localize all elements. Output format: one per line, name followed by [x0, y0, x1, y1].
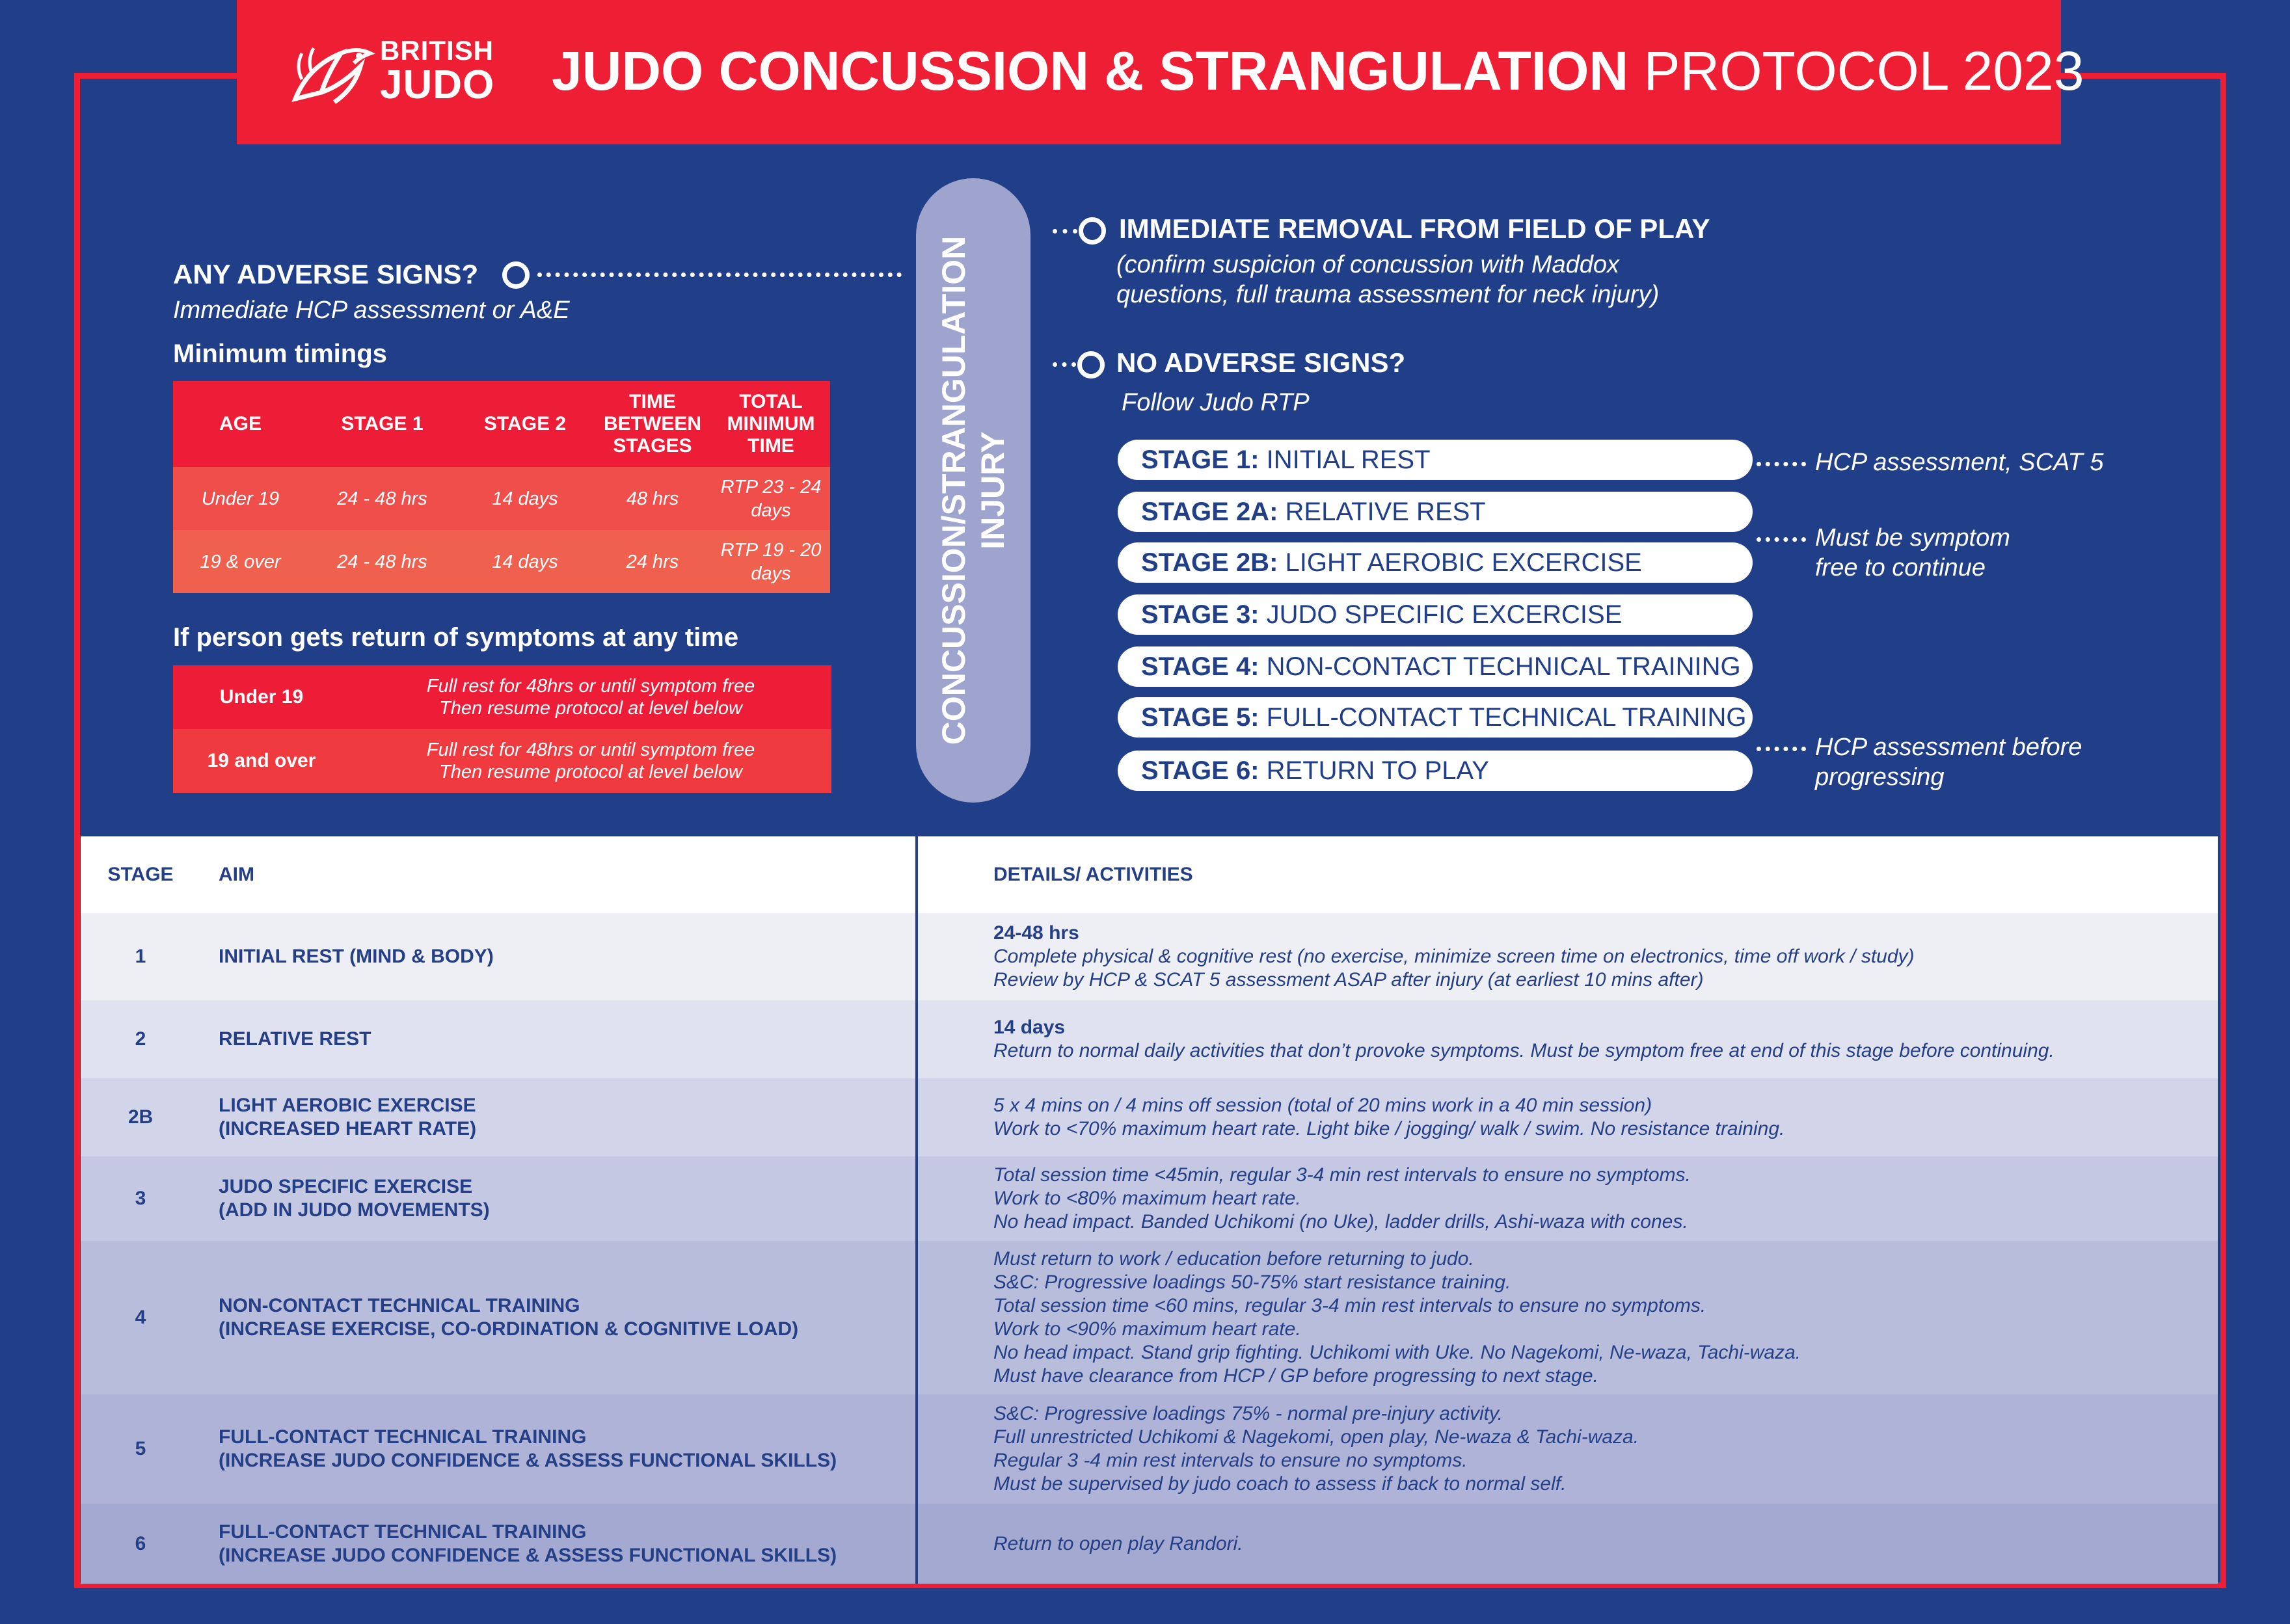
pill-line1: CONCUSSION/STRANGULATION — [936, 235, 972, 745]
stage-number: 2 — [135, 1028, 146, 1050]
table-row — [173, 530, 830, 593]
cell-line: Full rest for 48hrs or until symptom free — [426, 676, 755, 697]
stage-aim — [219, 1078, 986, 1156]
aim-line: (INCREASED HEART RATE) — [219, 1118, 477, 1139]
note3-line2: progressing — [1815, 764, 1945, 791]
table-row — [81, 1241, 2218, 1394]
detail-lines — [993, 1532, 1243, 1556]
stages-detail-table — [81, 836, 2218, 1584]
stage-pill-2a — [1118, 492, 1753, 532]
minimum-timings-table — [173, 381, 830, 593]
cell-line: Full rest for 48hrs or until symptom free — [426, 739, 755, 760]
note2-line1: Must be symptom — [1815, 524, 2010, 552]
no-adverse-connector — [1053, 362, 1076, 367]
aim-line: FULL-CONTACT TECHNICAL TRAINING — [219, 1521, 587, 1543]
stage-pill-6 — [1118, 751, 1753, 791]
detail-line: Full unrestricted Uchikomi & Nagekomi, open play, Ne-waza & Tachi-waza. — [993, 1426, 1639, 1448]
cell: 24 - 48 hrs — [308, 467, 457, 530]
th-stage2: STAGE 2 — [457, 381, 593, 467]
page-title — [552, 35, 2084, 107]
table-row — [81, 1504, 2218, 1584]
stage-aim — [219, 1504, 986, 1584]
detail-line: Complete physical & cognitive rest (no exercise, minimize screen time on electronics, time off work / study) — [993, 946, 1915, 967]
note3-connector — [1757, 747, 1806, 751]
cell: 24 - 48 hrs — [308, 530, 457, 593]
th-details: DETAILS/ ACTIVITIES — [993, 864, 1193, 885]
detail-line: Must be supervised by judo coach to assess if back to normal self. — [993, 1473, 1567, 1495]
note3-line1: HCP assessment before — [1815, 734, 2082, 761]
stage-number: 1 — [135, 946, 146, 967]
stage-name: JUDO SPECIFIC EXCERCISE — [1266, 600, 1623, 629]
detail-line: Return to normal daily activities that don’t provoke symptoms. Must be symptom free at end of this stage before continuing. — [993, 1040, 2054, 1061]
stage-pill-3 — [1118, 594, 1753, 635]
return-symptoms-table — [173, 665, 831, 793]
stage-number: 4 — [135, 1307, 146, 1328]
injury-pill-label — [934, 236, 1012, 745]
stage-aim — [219, 1156, 986, 1241]
aim-line: (ADD IN JUDO MOVEMENTS) — [219, 1199, 490, 1221]
logo-text — [380, 36, 494, 105]
table-row — [81, 1078, 2218, 1156]
removal-connector — [1053, 229, 1077, 233]
adverse-connector — [537, 273, 902, 277]
symptoms-heading: If person gets return of symptoms at any time — [173, 623, 739, 652]
note2 — [1815, 523, 2010, 583]
note3 — [1815, 732, 2082, 792]
stage-name: RELATIVE REST — [1285, 498, 1486, 526]
stage-name: NON-CONTACT TECHNICAL TRAINING — [1266, 652, 1741, 681]
detail-line: Work to <80% maximum heart rate. — [993, 1188, 1301, 1209]
th-total: TOTAL MINIMUM TIME — [712, 381, 830, 467]
aim-line: (INCREASE JUDO CONFIDENCE & ASSESS FUNCTIONAL SKILLS) — [219, 1544, 837, 1566]
cell: 48 hrs — [593, 467, 712, 530]
detail-line: Total session time <45min, regular 3-4 min rest intervals to ensure no symptoms. — [993, 1164, 1691, 1186]
cell: 24 hrs — [593, 530, 712, 593]
aim-line: FULL-CONTACT TECHNICAL TRAINING — [219, 1426, 587, 1448]
stage-pill-5 — [1118, 697, 1753, 738]
stage-number: 5 — [135, 1438, 146, 1459]
detail-line: Work to <90% maximum heart rate. — [993, 1318, 1301, 1340]
note1-connector — [1757, 462, 1806, 466]
no-adverse-sub: Follow Judo RTP — [1122, 389, 1310, 416]
stage-code: STAGE 2B: — [1141, 548, 1278, 577]
stage-pill-1 — [1118, 440, 1753, 480]
cell: 14 days — [457, 530, 593, 593]
cell — [350, 665, 831, 729]
stage-name: FULL-CONTACT TECHNICAL TRAINING — [1266, 703, 1747, 732]
table-row — [81, 913, 2218, 1000]
aim-line: (INCREASE JUDO CONFIDENCE & ASSESS FUNCTIONAL SKILLS) — [219, 1450, 837, 1471]
logo-line-judo: JUDO — [380, 62, 495, 107]
title-bold: JUDO CONCUSSION & STRANGULATION — [552, 40, 1629, 101]
removal-line2: questions, full trauma assessment for neck injury) — [1116, 281, 1660, 308]
detail-line: Must have clearance from HCP / GP before progressing to next stage. — [993, 1365, 1598, 1387]
aim-line: NON-CONTACT TECHNICAL TRAINING — [219, 1295, 580, 1316]
detail-lines — [993, 1247, 1801, 1388]
cell: 14 days — [457, 467, 593, 530]
aim-lines — [219, 945, 494, 968]
stage-details — [993, 1394, 2210, 1504]
aim-line: JUDO SPECIFIC EXERCISE — [219, 1176, 473, 1197]
detail-line: No head impact. Stand grip fighting. Uchikomi with Uke. No Nagekomi, Ne-waza, Tachi-waza. — [993, 1342, 1801, 1363]
detail-line: Total session time <60 mins, regular 3-4 min rest intervals to ensure no symptoms. — [993, 1295, 1706, 1316]
aim-lines — [219, 1028, 371, 1051]
aim-line: (INCREASE EXERCISE, CO-ORDINATION & COGNITIVE LOAD) — [219, 1318, 799, 1340]
table-row — [173, 729, 831, 793]
detail-lines — [993, 1164, 1691, 1234]
title-light: PROTOCOL 2023 — [1643, 40, 2084, 101]
removal-sub — [1116, 250, 1659, 310]
stage-aim — [219, 1394, 986, 1504]
detail-line: Must return to work / education before returning to judo. — [993, 1248, 1474, 1270]
adverse-ring-icon — [502, 261, 530, 289]
detail-lines — [993, 922, 1915, 992]
detail-lines — [993, 1016, 2054, 1063]
stage-number: 2B — [128, 1106, 154, 1128]
detail-duration: 24-48 hrs — [993, 922, 1079, 944]
cell: 19 and over — [173, 729, 350, 793]
stage-aim — [219, 1241, 986, 1394]
detail-line: Return to open play Randori. — [993, 1532, 1243, 1554]
cell: Under 19 — [173, 665, 350, 729]
timings-heading: Minimum timings — [173, 339, 387, 368]
cell-line: Then resume protocol at level below — [439, 698, 742, 719]
th-stage1: STAGE 1 — [308, 381, 457, 467]
aim-line: LIGHT AEROBIC EXERCISE — [219, 1095, 476, 1116]
table-row — [81, 1156, 2218, 1241]
stage-code: STAGE 6: — [1141, 756, 1260, 785]
note1: HCP assessment, SCAT 5 — [1815, 449, 2104, 476]
stage-details — [993, 913, 2210, 1000]
table-divider — [915, 836, 918, 1584]
table-row — [81, 1000, 2218, 1078]
cell: 19 & over — [173, 530, 308, 593]
no-adverse-ring-icon — [1077, 351, 1105, 379]
table-header-row — [81, 836, 2218, 913]
removal-ring-icon — [1079, 217, 1106, 245]
cell — [350, 729, 831, 793]
stage-pill-4 — [1118, 646, 1753, 687]
detail-lines — [993, 1094, 1785, 1141]
cell-line: Then resume protocol at level below — [439, 762, 742, 782]
aim-lines — [219, 1094, 476, 1141]
detail-line: Work to <70% maximum heart rate. Light bike / jogging/ walk / swim. No resistance training. — [993, 1118, 1785, 1139]
note2-connector — [1757, 537, 1806, 542]
cell: RTP 19 - 20 days — [712, 530, 830, 593]
judo-bird-icon — [282, 27, 380, 118]
note2-line2: free to continue — [1815, 554, 1986, 581]
stage-aim — [219, 1000, 986, 1078]
no-adverse-heading: NO ADVERSE SIGNS? — [1116, 347, 1406, 378]
british-judo-logo — [282, 27, 504, 118]
stage-name: RETURN TO PLAY — [1266, 756, 1489, 785]
detail-line: 5 x 4 mins on / 4 mins off session (total of 20 mins work in a 40 min session) — [993, 1095, 1652, 1116]
aim-line: RELATIVE REST — [219, 1028, 371, 1050]
detail-line: No head impact. Banded Uchikomi (no Uke), ladder drills, Ashi-waza with cones. — [993, 1211, 1688, 1232]
pill-line2: INJURY — [975, 431, 1011, 550]
aim-lines — [219, 1175, 490, 1222]
stage-details — [993, 1078, 2210, 1156]
stage-name: LIGHT AEROBIC EXCERCISE — [1285, 548, 1642, 577]
stage-aim — [219, 913, 986, 1000]
adverse-heading: ANY ADVERSE SIGNS? — [173, 259, 479, 289]
stage-code: STAGE 3: — [1141, 600, 1260, 629]
th-age: AGE — [173, 381, 308, 467]
removal-line1: (confirm suspicion of concussion with Maddox — [1116, 251, 1620, 278]
th-stage: STAGE — [107, 864, 174, 885]
cell: Under 19 — [173, 467, 308, 530]
stage-details — [993, 1241, 2210, 1394]
logo-line-british: BRITISH — [380, 35, 494, 66]
stage-code: STAGE 5: — [1141, 703, 1260, 732]
stage-number: 6 — [135, 1532, 146, 1554]
detail-line: Review by HCP & SCAT 5 assessment ASAP after injury (at earliest 10 mins after) — [993, 969, 1704, 991]
detail-lines — [993, 1402, 1639, 1496]
removal-heading: IMMEDIATE REMOVAL FROM FIELD OF PLAY — [1119, 213, 1710, 244]
aim-lines — [219, 1521, 837, 1567]
table-row — [173, 467, 830, 530]
stage-details — [993, 1000, 2210, 1078]
detail-line: S&C: Progressive loadings 50-75% start resistance training. — [993, 1271, 1511, 1293]
table-row — [173, 665, 831, 729]
aim-lines — [219, 1426, 837, 1472]
detail-duration: 14 days — [993, 1017, 1066, 1038]
stage-number: 3 — [135, 1188, 146, 1209]
stage-code: STAGE 2A: — [1141, 498, 1278, 526]
detail-line: S&C: Progressive loadings 75% - normal pre-injury activity. — [993, 1403, 1503, 1424]
stage-code: STAGE 4: — [1141, 652, 1260, 681]
stage-pill-2b — [1118, 542, 1753, 583]
aim-lines — [219, 1294, 798, 1341]
cell: RTP 23 - 24 days — [712, 467, 830, 530]
stage-details — [993, 1156, 2210, 1241]
table-row — [81, 1394, 2218, 1504]
th-time-between: TIME BETWEEN STAGES — [593, 381, 712, 467]
adverse-sub: Immediate HCP assessment or A&E — [173, 297, 570, 324]
header-banner — [237, 0, 2084, 144]
detail-line: Regular 3 -4 min rest intervals to ensure no symptoms. — [993, 1450, 1468, 1471]
stage-details — [993, 1504, 2210, 1584]
th-aim: AIM — [219, 864, 254, 885]
aim-line: INITIAL REST (MIND & BODY) — [219, 946, 494, 967]
stage-code: STAGE 1: — [1141, 446, 1260, 474]
stage-name: INITIAL REST — [1266, 446, 1431, 474]
